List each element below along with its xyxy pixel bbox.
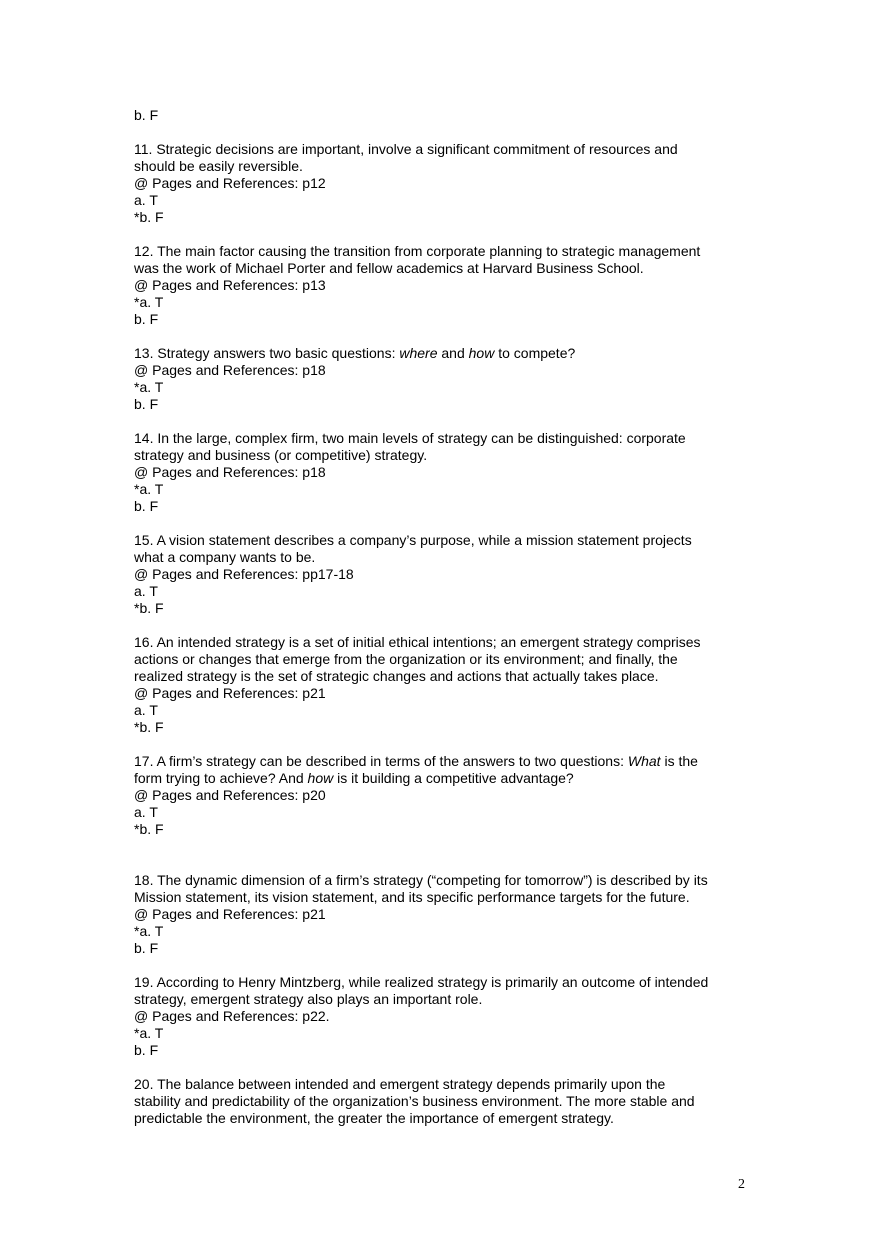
question-text: 12. The main factor causing the transition from corporate planning to strategic management (134, 243, 701, 259)
question-text: actions or changes that emerge from the organization or its environment; and finally, the (134, 651, 678, 667)
answer-option-b: *b. F (134, 719, 164, 735)
page-reference: @ Pages and References: p22. (134, 1008, 330, 1024)
emphasis-where: where (399, 345, 438, 361)
page-reference: @ Pages and References: p13 (134, 277, 326, 293)
question-text: what a company wants to be. (134, 549, 316, 565)
question-text (134, 345, 754, 362)
answer-option-a: *a. T (134, 923, 164, 939)
question-text-part: form trying to achieve? And (134, 770, 308, 786)
question-17 (134, 753, 754, 838)
question-text-part: and (437, 345, 469, 361)
question-11 (134, 141, 754, 226)
page-reference: @ Pages and References: p18 (134, 464, 326, 480)
question-15 (134, 532, 754, 617)
question-text: 14. In the large, complex firm, two main levels of strategy can be distinguished: corporate (134, 430, 686, 446)
question-13 (134, 345, 754, 413)
question-18 (134, 872, 754, 957)
document-page (134, 107, 754, 1127)
question-12 (134, 243, 754, 328)
question-text: 18. The dynamic dimension of a firm’s strategy (“competing for tomorrow”) is described by its (134, 872, 708, 888)
question-text-part: 17. A firm’s strategy can be described in terms of the answers to two questions: (134, 753, 628, 769)
question-text: stability and predictability of the organization’s business environment. The more stable and (134, 1093, 695, 1109)
answer-option-b: b. F (134, 311, 159, 327)
page-reference: @ Pages and References: pp17-18 (134, 566, 354, 582)
emphasis-how: how (307, 770, 334, 786)
answer-option-b: *b. F (134, 600, 164, 616)
question-text: 11. Strategic decisions are important, involve a significant commitment of resources and (134, 141, 678, 157)
question-text: realized strategy is the set of strategic changes and actions that actually takes place. (134, 668, 659, 684)
question-19 (134, 974, 754, 1059)
page-reference: @ Pages and References: p21 (134, 906, 326, 922)
question-text: should be easily reversible. (134, 158, 303, 174)
emphasis-how: how (468, 345, 495, 361)
question-text (134, 753, 754, 770)
question-text (134, 770, 754, 787)
question-text-part: is the (660, 753, 698, 769)
page-reference: @ Pages and References: p12 (134, 175, 326, 191)
question-text: strategy, emergent strategy also plays an important role. (134, 991, 483, 1007)
answer-option-a: *a. T (134, 481, 164, 497)
question-20 (134, 1076, 754, 1127)
answer-option-b: b. F (134, 940, 159, 956)
question-text: 19. According to Henry Mintzberg, while realized strategy is primarily an outcome of intended (134, 974, 709, 990)
answer-option-b: *b. F (134, 209, 164, 225)
question-text-part: is it building a competitive advantage? (333, 770, 574, 786)
question-16 (134, 634, 754, 736)
answer-option-a: a. T (134, 192, 158, 208)
page-reference: @ Pages and References: p18 (134, 362, 326, 378)
emphasis-what: What (627, 753, 661, 769)
question-text: predictable the environment, the greater the importance of emergent strategy. (134, 1110, 614, 1126)
question-text: Mission statement, its vision statement, and its specific performance targets for the future. (134, 889, 690, 905)
answer-option-a: *a. T (134, 1025, 164, 1041)
question-text-part: 13. Strategy answers two basic questions: (134, 345, 400, 361)
answer-option-a: *a. T (134, 379, 164, 395)
answer-option-a: a. T (134, 804, 158, 820)
answer-option-b: b. F (134, 498, 159, 514)
question-text: 20. The balance between intended and emergent strategy depends primarily upon the (134, 1076, 666, 1092)
answer-option-b: b. F (134, 396, 159, 412)
question-text: strategy and business (or competitive) strategy. (134, 447, 428, 463)
question-text: 16. An intended strategy is a set of initial ethical intentions; an emergent strategy comprises (134, 634, 701, 650)
question-text-part: to compete? (494, 345, 576, 361)
answer-option-b: b. F (134, 1042, 159, 1058)
question-text: was the work of Michael Porter and fellow academics at Harvard Business School. (134, 260, 644, 276)
page-reference: @ Pages and References: p20 (134, 787, 326, 803)
answer-option-b: *b. F (134, 821, 164, 837)
answer-option-a: a. T (134, 702, 158, 718)
answer-option-a: a. T (134, 583, 158, 599)
page-reference: @ Pages and References: p21 (134, 685, 326, 701)
question-text: 15. A vision statement describes a company’s purpose, while a mission statement projects (134, 532, 692, 548)
question-14 (134, 430, 754, 515)
answer-option-a: *a. T (134, 294, 164, 310)
page-number: 2 (738, 1177, 745, 1192)
previous-answer: b. F (134, 107, 159, 123)
